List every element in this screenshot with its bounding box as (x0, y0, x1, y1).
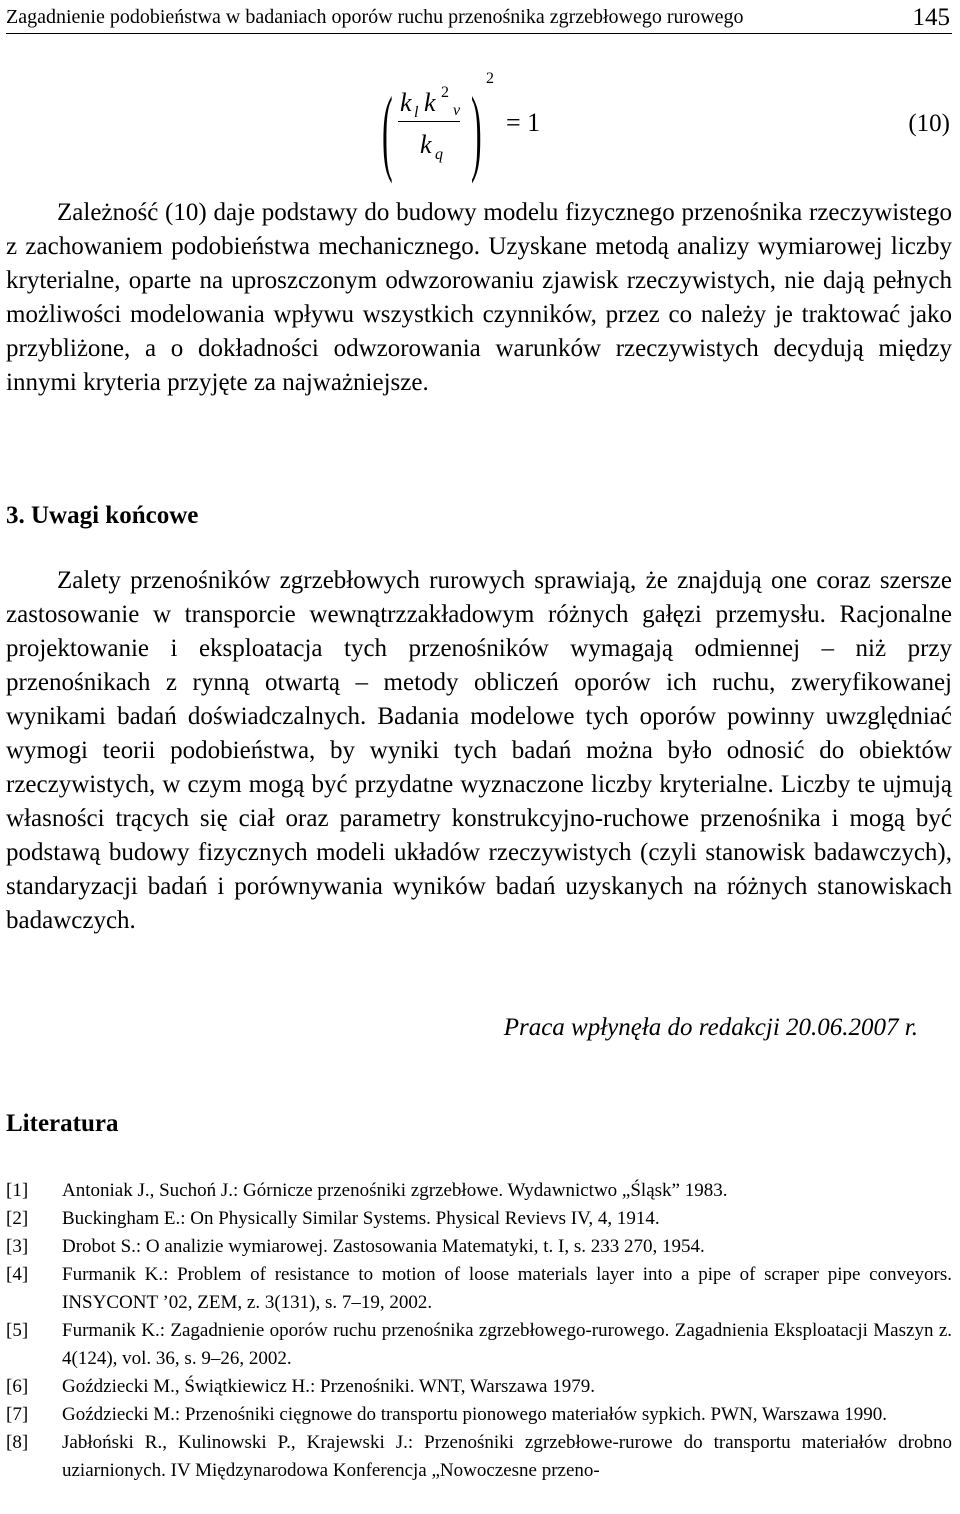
equation-sub-v: v (453, 102, 461, 119)
equation-number: (10) (908, 110, 950, 137)
reference-text: Goździecki M.: Przenośniki cięgnowe do transportu pionowego materiałów sypkich. PWN, Warszawa 1990. (62, 1404, 887, 1425)
equation-numerator-k2: k (424, 88, 436, 117)
reference-text: Drobot S.: O analizie wymiarowej. Zastosowania Matematyki, t. I, s. 233 270, 1954. (62, 1236, 705, 1257)
reference-item (6, 1177, 952, 1205)
paragraph-text: Zależność (10) daje podstawy do budowy modelu fizycznego przenośnika rzeczywistego z zachowaniem podobieństwa mechanicznego. Uzyskane metodą analizy wymiarowej liczby kryterialne, oparte na uproszczonym odwzorowaniu zjawisk rzeczywistych, nie dają pełnych możliwości modelowania wpływu wszystkich czynników, przez co należy je traktować jako przybliżone, a o dokładności odwzorowania warunków rzeczywistych decydują między innymi kryteria przyjęte za najważniejsze. (6, 199, 952, 396)
equation-numerator-k: k (400, 88, 412, 117)
reference-text: Antoniak J., Suchoń J.: Górnicze przenośniki zgrzebłowe. Wydawnictwo „Śląsk” 1983. (62, 1180, 728, 1201)
reference-item (6, 1233, 952, 1261)
page-header (6, 2, 952, 34)
equation-rhs: = 1 (506, 108, 541, 137)
reference-item (6, 1373, 952, 1401)
received-note: Praca wpłynęła do redakcji 20.06.2007 r. (503, 1014, 918, 1041)
reference-item (6, 1205, 952, 1233)
reference-number: [5] (6, 1320, 29, 1341)
equation-right-paren: ) (471, 76, 482, 184)
equation-sub-l: l (414, 104, 419, 121)
equation-sup-2: 2 (441, 84, 449, 101)
equation-fraction-bar (398, 121, 460, 122)
paragraph-text: Zalety przenośników zgrzebłowych rurowych sprawiają, że znajdują one coraz szersze zastosowanie w transporcie wewnątrzzakładowym różnych gałęzi przemysłu. Racjonalne projektowanie i eksploatacja tych przenośników wymagają odmiennej – niż przy przenośnikach z rynną otwartą – metody obliczeń oporów ich ruchu, zweryfikowanej wynikami badań doświadczalnych. Badania modelowe tych oporów powinny uwzględniać wymogi teorii podobieństwa, by wyniki tych badań można było odnosić do obiektów rzeczywistych, w czym mogą być przydatne wyznaczone liczby kryterialne. Liczby te ujmują własności trących się ciał oraz parametry konstrukcyjno-ruchowe przenośnika i mogą być podstawą budowy fizycznych modeli układów rzeczywistych (czyli stanowisk badawczych), standaryzacji badań i porównywania wyników badań uzyskanych na różnych stanowiskach badawczych. (6, 567, 952, 934)
page-number: 145 (912, 4, 950, 31)
reference-item (6, 1261, 952, 1317)
equation-10 (0, 70, 960, 184)
reference-number: [1] (6, 1180, 29, 1201)
equation-sub-q: q (435, 146, 443, 163)
reference-number: [2] (6, 1208, 29, 1229)
reference-item (6, 1429, 952, 1485)
reference-item (6, 1317, 952, 1373)
running-title: Zagadnienie podobieństwa w badaniach oporów ruchu przenośnika zgrzebłowego rurowego (6, 6, 744, 28)
equation-left-paren: ( (382, 76, 393, 184)
reference-number: [4] (6, 1264, 29, 1285)
reference-number: [7] (6, 1404, 29, 1425)
reference-number: [8] (6, 1432, 29, 1453)
equation-denominator-k: k (420, 130, 432, 159)
reference-text: Furmanik K.: Zagadnienie oporów ruchu przenośnika zgrzebłowego-rurowego. Zagadnienia Eksploatacji Maszyn z. 4(124), vol. 36, s. 9–26, 2002. (62, 1320, 952, 1369)
paragraph-conclusions (6, 564, 952, 938)
literature-heading: Literatura (6, 1110, 119, 1137)
reference-list (6, 1177, 952, 1485)
section-heading: 3. Uwagi końcowe (6, 502, 199, 529)
paragraph-analysis (6, 196, 952, 400)
reference-item (6, 1401, 952, 1429)
reference-text: Jabłoński R., Kulinowski P., Krajewski J.: Przenośniki zgrzebłowe-rurowe do transportu materiałów drobno uziarnionych. IV Międzynarodowa Konferencja „Nowoczesne przeno- (62, 1432, 952, 1481)
reference-number: [3] (6, 1236, 29, 1257)
reference-text: Buckingham E.: On Physically Similar Systems. Physical Revievs IV, 4, 1914. (62, 1208, 660, 1229)
reference-text: Goździecki M., Świątkiewicz H.: Przenośniki. WNT, Warszawa 1979. (62, 1376, 595, 1397)
reference-number: [6] (6, 1376, 29, 1397)
reference-text: Furmanik K.: Problem of resistance to motion of loose materials layer into a pipe of scraper pipe conveyors. INSYCONT ’02, ZEM, z. 3(131), s. 7–19, 2002. (62, 1264, 952, 1313)
equation-outer-exponent: 2 (486, 70, 494, 87)
